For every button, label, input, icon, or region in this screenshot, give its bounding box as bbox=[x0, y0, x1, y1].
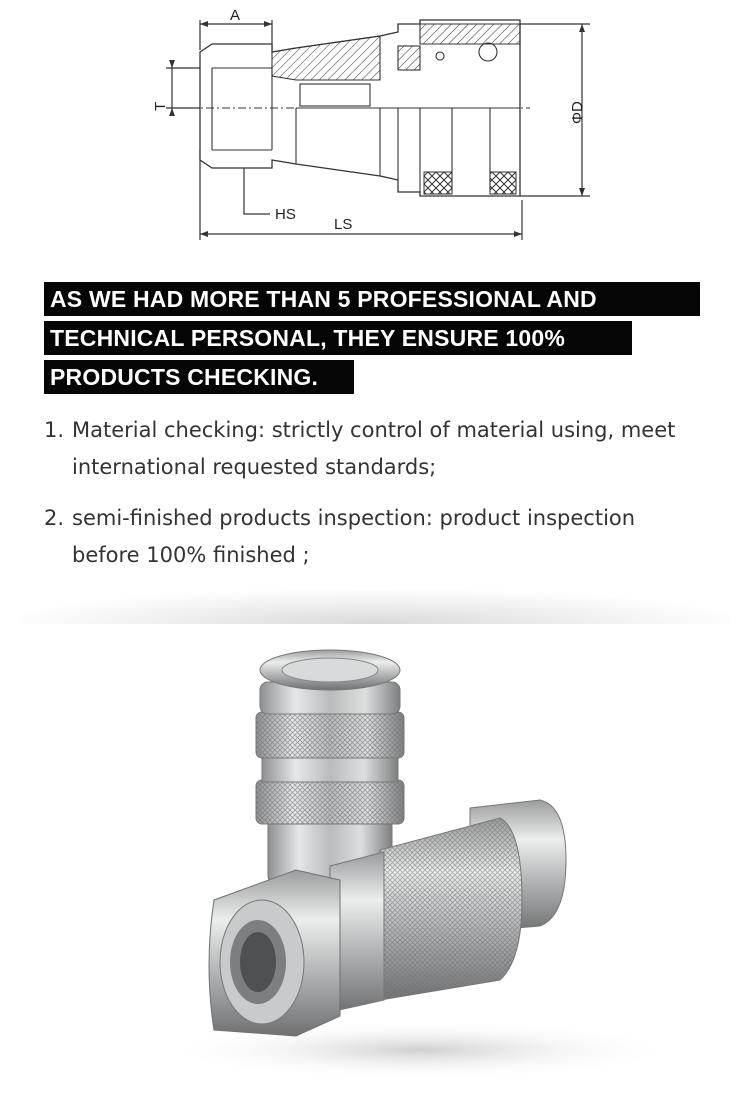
standing-coupling bbox=[256, 650, 404, 882]
coupling-technical-drawing bbox=[0, 0, 750, 262]
section-divider-shadow bbox=[20, 590, 730, 624]
list-item-number: 1. bbox=[44, 418, 65, 442]
dimension-label-ls: LS bbox=[334, 216, 353, 233]
heading-line-3 bbox=[44, 360, 724, 394]
heading-line-2 bbox=[44, 321, 724, 355]
list-item-text-line-1: semi-finished products inspection: product inspection bbox=[72, 506, 636, 530]
dimension-label-d: ΦD bbox=[569, 101, 586, 124]
list-item-number: 2. bbox=[44, 506, 65, 530]
product-photo-couplings bbox=[0, 620, 750, 1106]
heading-line-3-text: PRODUCTS CHECKING. bbox=[44, 360, 354, 394]
dimension-label-a: A bbox=[230, 7, 241, 24]
list-item-text-line-2: international requested standards; bbox=[72, 455, 437, 479]
list-item-text-line-2: before 100% finished ; bbox=[72, 543, 310, 567]
dimension-label-t: T bbox=[152, 101, 169, 111]
list-item-material-checking bbox=[44, 412, 724, 486]
list-item-semi-finished-inspection bbox=[44, 500, 724, 574]
list-item-text-line-1: Material checking: strictly control of material using, meet bbox=[72, 418, 676, 442]
dimension-label-hs: HS bbox=[275, 206, 296, 223]
heading-line-2-text: TECHNICAL PERSONAL, THEY ENSURE 100% bbox=[44, 321, 632, 355]
heading-line-1-text: AS WE HAD MORE THAN 5 PROFESSIONAL AND bbox=[44, 282, 700, 316]
heading-line-1 bbox=[44, 282, 724, 316]
heading-block bbox=[44, 282, 724, 399]
